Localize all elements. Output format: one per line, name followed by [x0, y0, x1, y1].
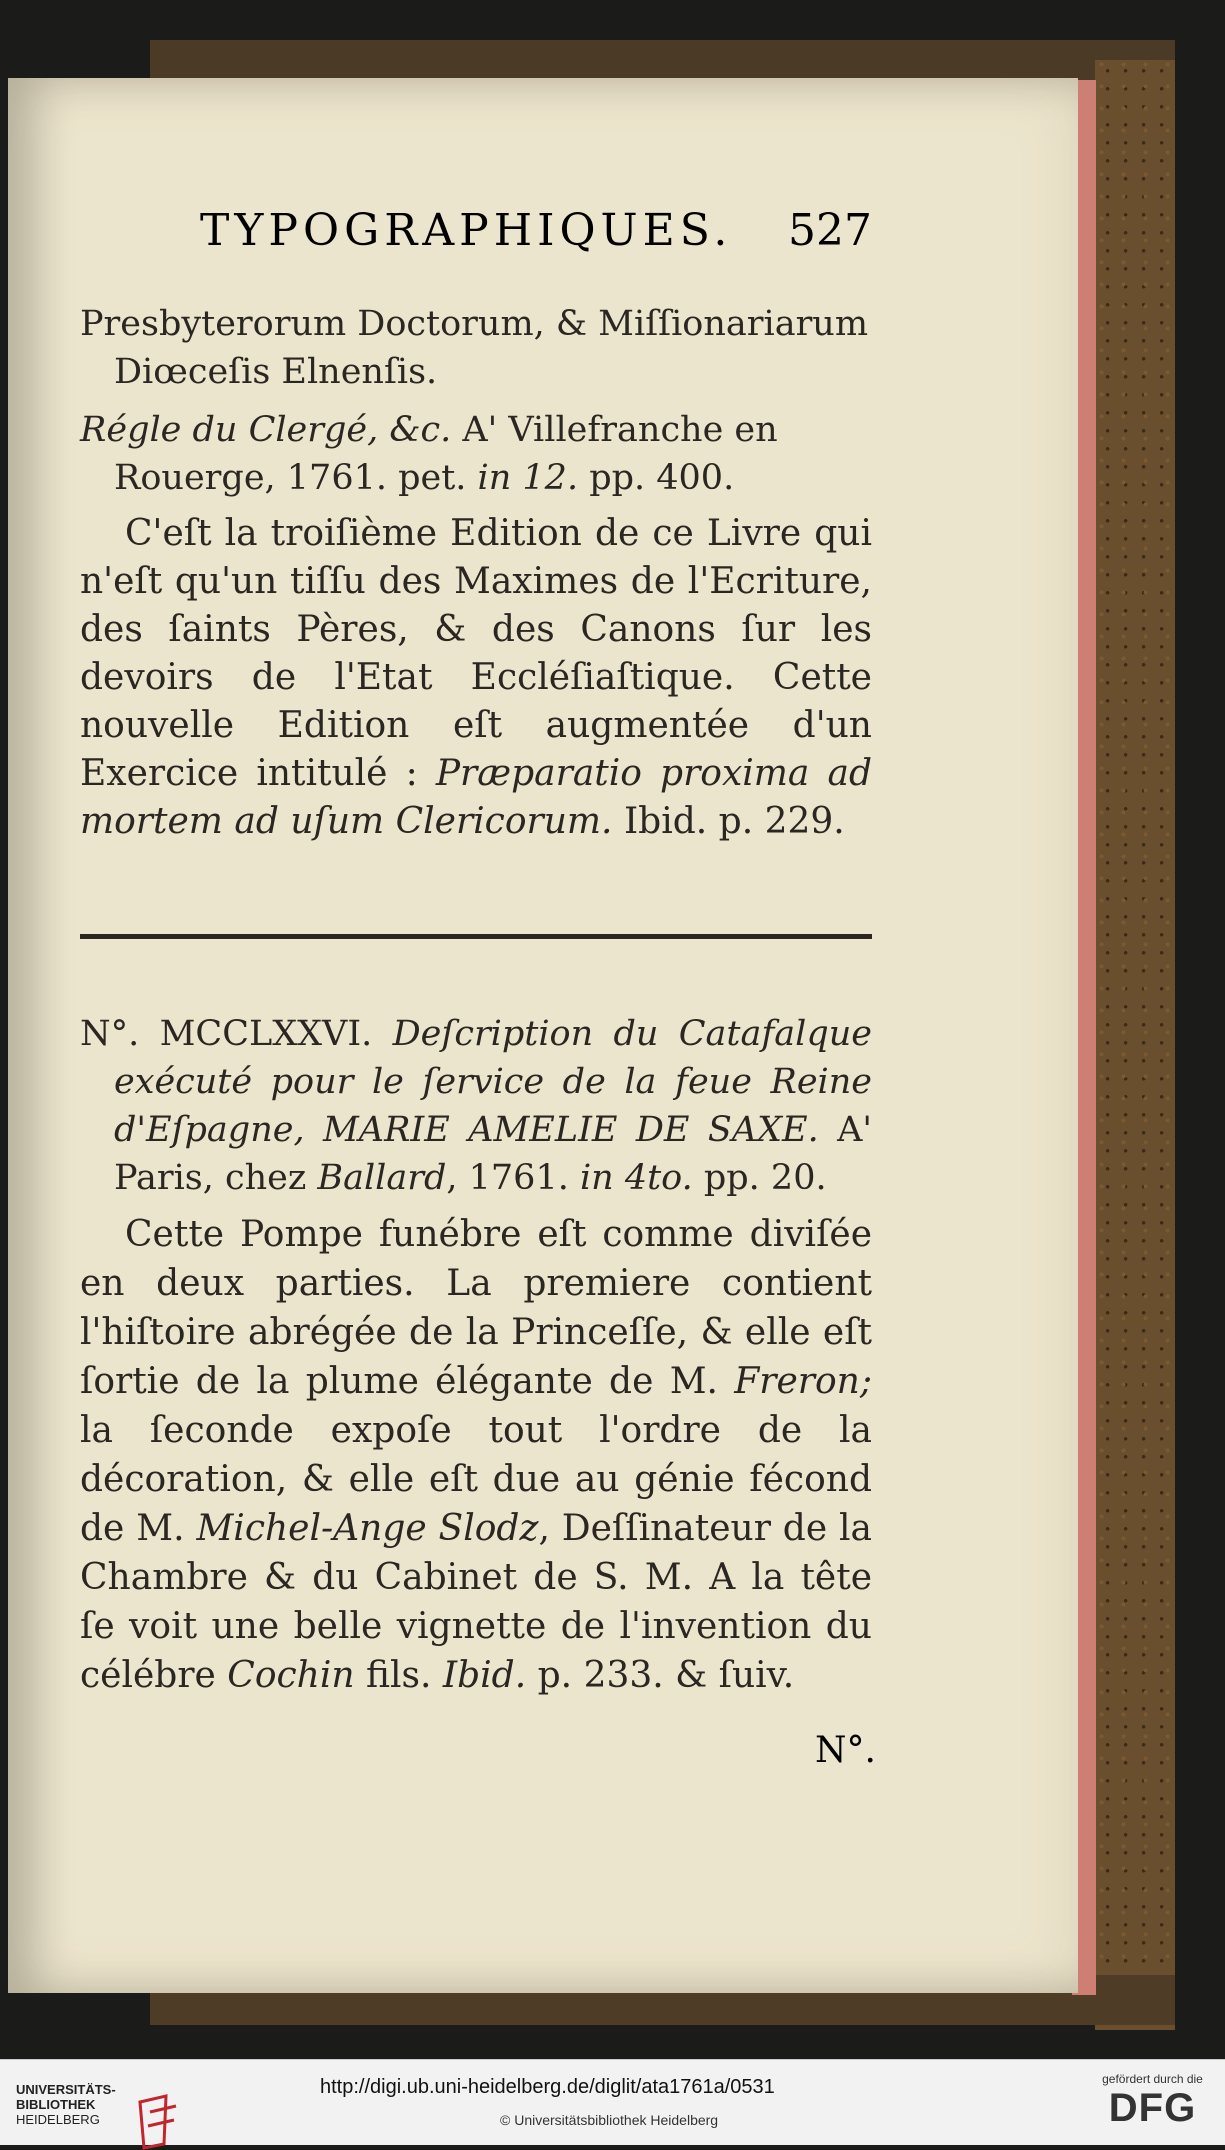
dfg-logo[interactable]: [1090, 2072, 1215, 2142]
entry2-heading: [80, 1010, 872, 1202]
entry1-title: Régle du Clergé, &c.: [80, 410, 452, 450]
entry2-paragraph: [80, 1210, 872, 1700]
entry2-body: [80, 1210, 872, 1700]
entry2-name-cochin: Cochin: [227, 1655, 355, 1696]
entry1-imprint: A' Villefranche en Rouerge, 1761. pet.: [114, 410, 778, 498]
entry1-pages: pp. 400.: [578, 458, 735, 498]
entry2-imprint1: A' Paris, chez: [114, 1110, 872, 1198]
entry2-number: N°. MCCLXXVI.: [80, 1014, 393, 1054]
entry2-body4: fils.: [354, 1655, 443, 1696]
entry2-title: Deſcription du Catafalque exécuté pour le ſervice de la feue Reine d'Eſpagne, MARIE AMELIE DE SAXE.: [114, 1014, 872, 1150]
entry2-pages: pp. 20.: [692, 1158, 827, 1198]
entry1-heading: [80, 300, 872, 502]
running-title: TYPOGRAPHIQUES.: [200, 205, 733, 256]
entry2-format: in 4to.: [579, 1158, 693, 1198]
entry1-citation: [80, 406, 872, 502]
entry2-name-slodz: Michel-Ange Slodz: [196, 1508, 539, 1549]
section-divider: [80, 934, 872, 939]
entry1-line1: Presbyterorum Doctorum, & Miſſionariarum: [80, 304, 869, 344]
entry2-publisher: Ballard: [317, 1158, 447, 1198]
entry2-body2: la ſeconde expoſe tout l'ordre de la décoration, & elle eſt due au génie fécond de M.: [80, 1410, 872, 1549]
logo-line1: UNIVERSITÄTS-: [16, 2082, 116, 2097]
running-head: [80, 205, 872, 265]
entry2-body5: p. 233. & ſuiv.: [526, 1655, 795, 1696]
entry1-subtitle: [80, 300, 872, 396]
entry2-imprint2: , 1761.: [446, 1158, 580, 1198]
entry1-body-tail: Ibid. p. 229.: [612, 801, 845, 842]
entry1-body-italic: Præparatio proxima ad mortem ad uſum Clericorum.: [80, 753, 872, 842]
library-logo-icon: [136, 2092, 184, 2150]
dfg-wordmark: DFG: [1108, 2086, 1197, 2130]
entry1-paragraph: [80, 510, 872, 846]
catchword: N°.: [815, 1730, 876, 1771]
logo-line2: BIBLIOTHEK: [16, 2097, 96, 2112]
viewer-footer: [0, 2059, 1225, 2145]
page-number: 527: [788, 205, 872, 256]
library-logo[interactable]: [16, 2082, 166, 2142]
copyright-text: © Universitätsbibliothek Heidelberg: [500, 2112, 719, 2128]
entry2-name-freron: Freron;: [734, 1361, 872, 1402]
page-url-link[interactable]: http://digi.ub.uni-heidelberg.de/diglit/ata1761a/0531: [320, 2076, 775, 2098]
entry2-body1: Cette Pompe funébre eſt comme diviſée en deux parties. La premiere contient l'hiſtoire abrégée de la Princeſſe, & elle eſt ſortie de la plume élégante de M.: [80, 1214, 872, 1402]
entry1-body-text: C'eſt la troiſième Edition de ce Livre qui n'eſt qu'un tiſſu des Maximes de l'Ecriture, des ſaints Pères, & des Canons ſur les devoirs de l'Etat Eccléſiaſtique. Cette nouvelle Edition eſt augmentée d'un Exercice intitulé :: [80, 513, 872, 794]
entry2-citation: [80, 1010, 872, 1202]
entry1-line2: Diœceſis Elnenſis.: [114, 352, 438, 392]
entry2-ibid: Ibid.: [442, 1655, 527, 1696]
book-cover-right: [1095, 60, 1175, 2030]
entry2-body3: , Deſſinateur de la Chambre & du Cabinet de S. M. A la tête ſe voit une belle vignette de l'invention du célébre: [80, 1508, 873, 1696]
funded-by-text: gefördert durch die: [1102, 2072, 1203, 2086]
logo-line3: HEIDELBERG: [16, 2112, 100, 2127]
entry1-body: [80, 510, 872, 846]
entry1-format: in 12.: [477, 458, 579, 498]
